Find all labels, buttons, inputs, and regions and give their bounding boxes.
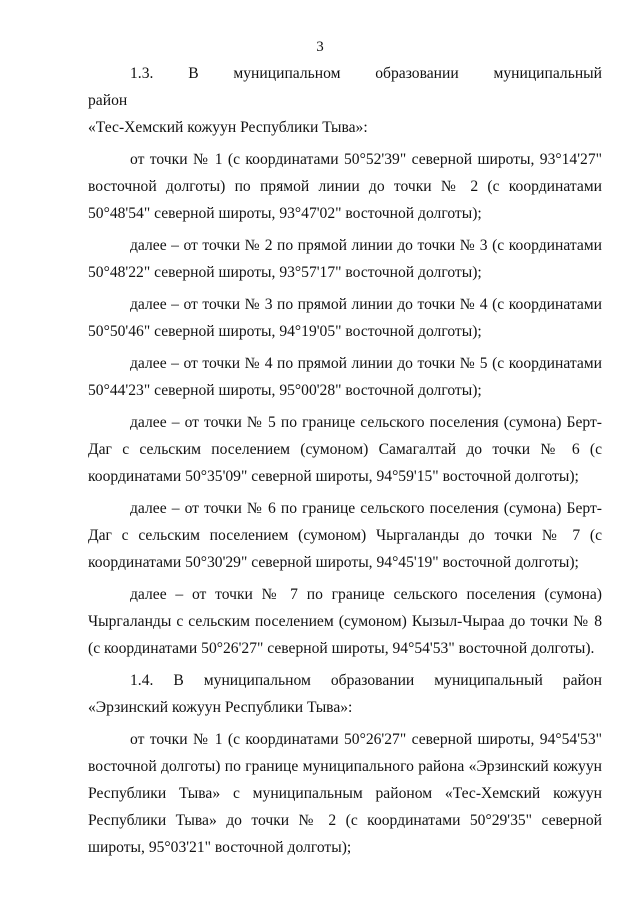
paragraph-1-3-heading-continued: «Тес-Хемский кожуун Республики Тыва»: <box>88 119 368 136</box>
paragraph-1-3-heading: 1.3. В муниципальном образовании муниципальный район <box>88 65 626 109</box>
paragraph-1-4-heading: 1.4. В муниципальном образовании муниципальный район «Эрзинский кожуун Республики Тыва»: <box>88 672 602 716</box>
paragraph-point-6: далее – от точки № 6 по границе сельского поселения (сумона) Берт-Даг с сельским поселением (сумоном) Чыргаланды до точки № 7 (с координатами 50°30'29" северной широты, 94°45'19" восточной долготы); <box>88 500 602 571</box>
paragraph-point-3: далее – от точки № 3 по прямой линии до точки № 4 (с координатами 50°50'46" северной широты, 94°19'05" восточной долготы); <box>88 296 602 340</box>
paragraph-point-7: далее – от точки № 7 по границе сельского поселения (сумона) Чыргаланды с сельским поселением (сумоном) Кызыл-Чыраа до точки № 8 (с координатами 50°26'27" северной широты, 94°54'53" восточной долготы). <box>88 586 602 657</box>
paragraph-point-5: далее – от точки № 5 по границе сельского поселения (сумона) Берт-Даг с сельским поселением (сумоном) Самагалтай до точки № 6 (с координатами 50°35'09" северной широты, 94°59'15" восточной долготы); <box>88 414 602 485</box>
page-number: 3 <box>316 39 324 55</box>
paragraph-point-2: далее – от точки № 2 по прямой линии до точки № 3 (с координатами 50°48'22" северной широты, 93°57'17" восточной долготы); <box>88 237 602 281</box>
paragraph-point-4: далее – от точки № 4 по прямой линии до точки № 5 (с координатами 50°44'23" северной широты, 95°00'28" восточной долготы); <box>88 355 602 399</box>
paragraph-point-1: от точки № 1 (с координатами 50°52'39" северной широты, 93°14'27" восточной долготы) по прямой линии до точки № 2 (с координатами 50°48'54" северной широты, 93°47'02" восточной долготы); <box>88 151 602 222</box>
document-body <box>88 60 626 861</box>
paragraph-erzin-point-1: от точки № 1 (с координатами 50°26'27" северной широты, 94°54'53" восточной долготы) по границе муниципального района «Эрзинский кожуун Республики Тыва» с муниципальным районом «Тес-Хемский кожуун Республики Тыва» до точки № 2 (с координатами 50°29'35" северной широты, 95°03'21" восточной долготы); <box>88 731 602 856</box>
